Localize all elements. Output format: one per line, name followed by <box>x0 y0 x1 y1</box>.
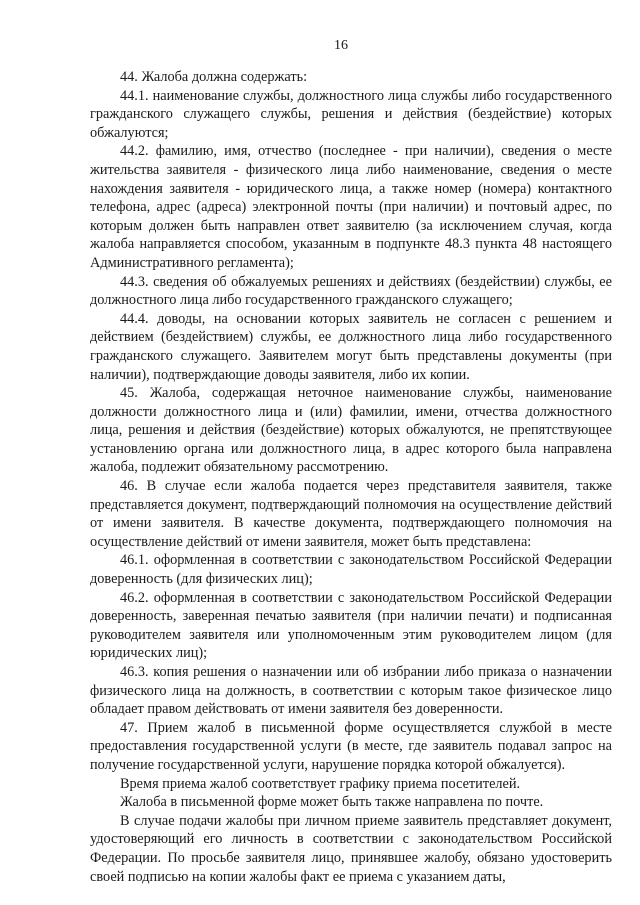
paragraph-46-2: 46.2. оформленная в соответствии с законодательством Российской Федерации доверенность, заверенная печатью заявителя (при наличии печати) и подписанная руководителем заявителя или уполномоченным этим руководителем лицом (для юридических лиц); <box>90 589 612 662</box>
document-body <box>90 68 612 886</box>
paragraph-reception-time: Время приема жалоб соответствует графику приема посетителей. <box>120 775 521 792</box>
paragraph-46-1: 46.1. оформленная в соответствии с законодательством Российской Федерации доверенность (для физических лиц); <box>90 552 612 588</box>
paragraph-47: 47. Прием жалоб в письменной форме осуществляется службой в месте предоставления государственной услуги (в месте, где заявитель подавал запрос на получение государственной услуги, нарушение порядка которой обжалуется). <box>90 719 612 773</box>
paragraph-44-1: 44.1. наименование службы, должностного лица службы либо государственного гражданского служащего службы, решения и действия (бездействие) которых обжалуются; <box>90 87 612 141</box>
paragraph-personal-reception: В случае подачи жалобы при личном приеме заявитель представляет документ, удостоверяющий его личность в соответствии с законодательством Российской Федерации. По просьбе заявителя лицо, принявшее жалобу, обязано удостоверить своей подписью на копии жалобы факт ее приема с указанием даты, <box>90 812 612 885</box>
paragraph-44-2: 44.2. фамилию, имя, отчество (последнее - при наличии), сведения о месте жительства заявителя - физического лица либо наименование, сведения о месте нахождения заявителя - юридического лица, а также номер (номера) контактного телефона, адрес (адреса) электронной почты (при наличии) и почтовый адрес, по которым должен быть направлен ответ заявителю (за исключением случая, когда жалоба направляется способом, указанным в подпункте 48.3 пункта 48 настоящего Административного регламента); <box>90 143 612 271</box>
paragraph-by-mail: Жалоба в письменной форме может быть также направлена по почте. <box>120 794 544 811</box>
paragraph-44-4: 44.4. доводы, на основании которых заявитель не согласен с решением и действием (бездействием) службы, ее должностного лица либо государственного гражданского служащего. Заявителем могут быть представлены документы (при наличии), подтверждающие доводы заявителя, либо их копии. <box>90 310 612 383</box>
paragraph-46: 46. В случае если жалоба подается через представителя заявителя, также представляется документ, подтверждающий полномочия на осуществление действий от имени заявителя. В качестве документа, подтверждающего полномочия на осуществление действий от имени заявителя, может быть представлена: <box>90 478 612 550</box>
paragraph-45: 45. Жалоба, содержащая неточное наименование службы, наименование должности должностного лица и (или) фамилии, имени, отчества должностного лица, решения и действия (бездействие) которых обжалуются, не препятствующее установлению органа или должностного лица, в адрес которого была направлена жалоба, подлежит обязательному рассмотрению. <box>90 385 612 476</box>
paragraph-44-3: 44.3. сведения об обжалуемых решениях и действиях (бездействии) службы, ее должностного лица либо государственного гражданского служащего; <box>90 273 612 309</box>
paragraph-44: 44. Жалоба должна содержать: <box>120 69 308 85</box>
page-number: 16 <box>334 38 348 53</box>
paragraph-46-3: 46.3. копия решения о назначении или об избрании либо приказа о назначении физического лица на должность, в соответствии с которым такое физическое лицо обладает правом действовать от имени заявителя без доверенности. <box>90 664 612 718</box>
